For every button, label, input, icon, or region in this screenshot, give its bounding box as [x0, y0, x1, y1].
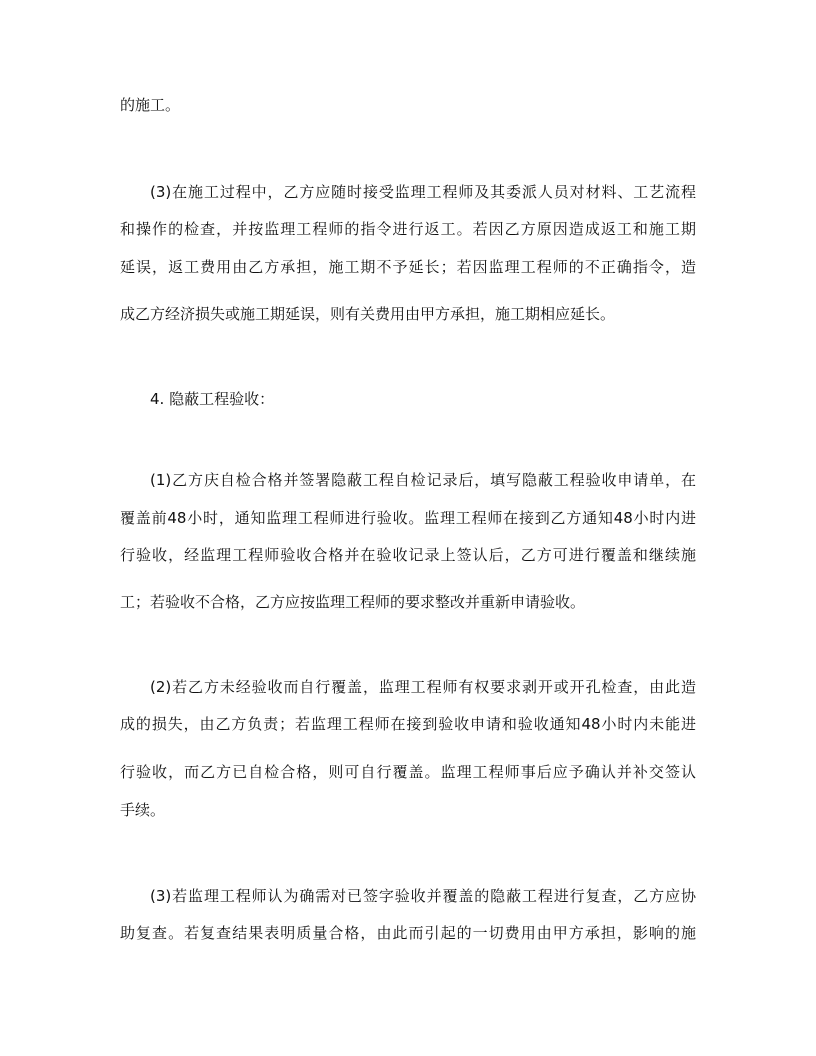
text-line-10: 工；若验收不合格，乙方应按监理工程师的要求整改并重新申请验收。 — [120, 593, 586, 611]
text-line-11: (2)若乙方未经验收而自行覆盖，监理工程师有权要求剥开或开孔检查，由此造 — [150, 678, 696, 696]
text-line-3: 和操作的检查，并按监理工程师的指令进行返工。若因乙方原因造成返工和施工期 — [120, 220, 696, 238]
text-line-8: 覆盖前48小时，通知监理工程师进行验收。监理工程师在接到乙方通知48小时内进 — [120, 509, 696, 527]
text-line-2: (3)在施工过程中，乙方应随时接受监理工程师及其委派人员对材料、工艺流程 — [150, 183, 696, 201]
text-line-15: (3)若监理工程师认为确需对已签字验收并覆盖的隐蔽工程进行复查，乙方应协 — [150, 887, 696, 905]
text-line-12: 成的损失，由乙方负责；若监理工程师在接到验收申请和验收通知48小时内未能进 — [120, 715, 696, 733]
text-line-16: 助复查。若复查结果表明质量合格，由此而引起的一切费用由甲方承担，影响的施 — [120, 924, 696, 942]
text-line-9: 行验收，经监理工程师验收合格并在验收记录上签认后，乙方可进行覆盖和继续施 — [120, 546, 696, 564]
text-line-5: 成乙方经济损失或施工期延误，则有关费用由甲方承担，施工期相应延长。 — [120, 305, 616, 323]
text-line-14: 手续。 — [120, 801, 166, 819]
section-heading: 4. 隐蔽工程验收： — [150, 390, 275, 408]
text-line-1: 的施工。 — [120, 96, 181, 114]
text-line-13: 行验收，而乙方已自检合格，则可自行覆盖。监理工程师事后应予确认并补交签认 — [120, 763, 696, 781]
text-line-7: (1)乙方庆自检合格并签署隐蔽工程自检记录后，填写隐蔽工程验收申请单，在 — [150, 471, 696, 489]
text-line-4: 延误，返工费用由乙方承担，施工期不予延长；若因监理工程师的不正确指令，造 — [120, 258, 696, 276]
